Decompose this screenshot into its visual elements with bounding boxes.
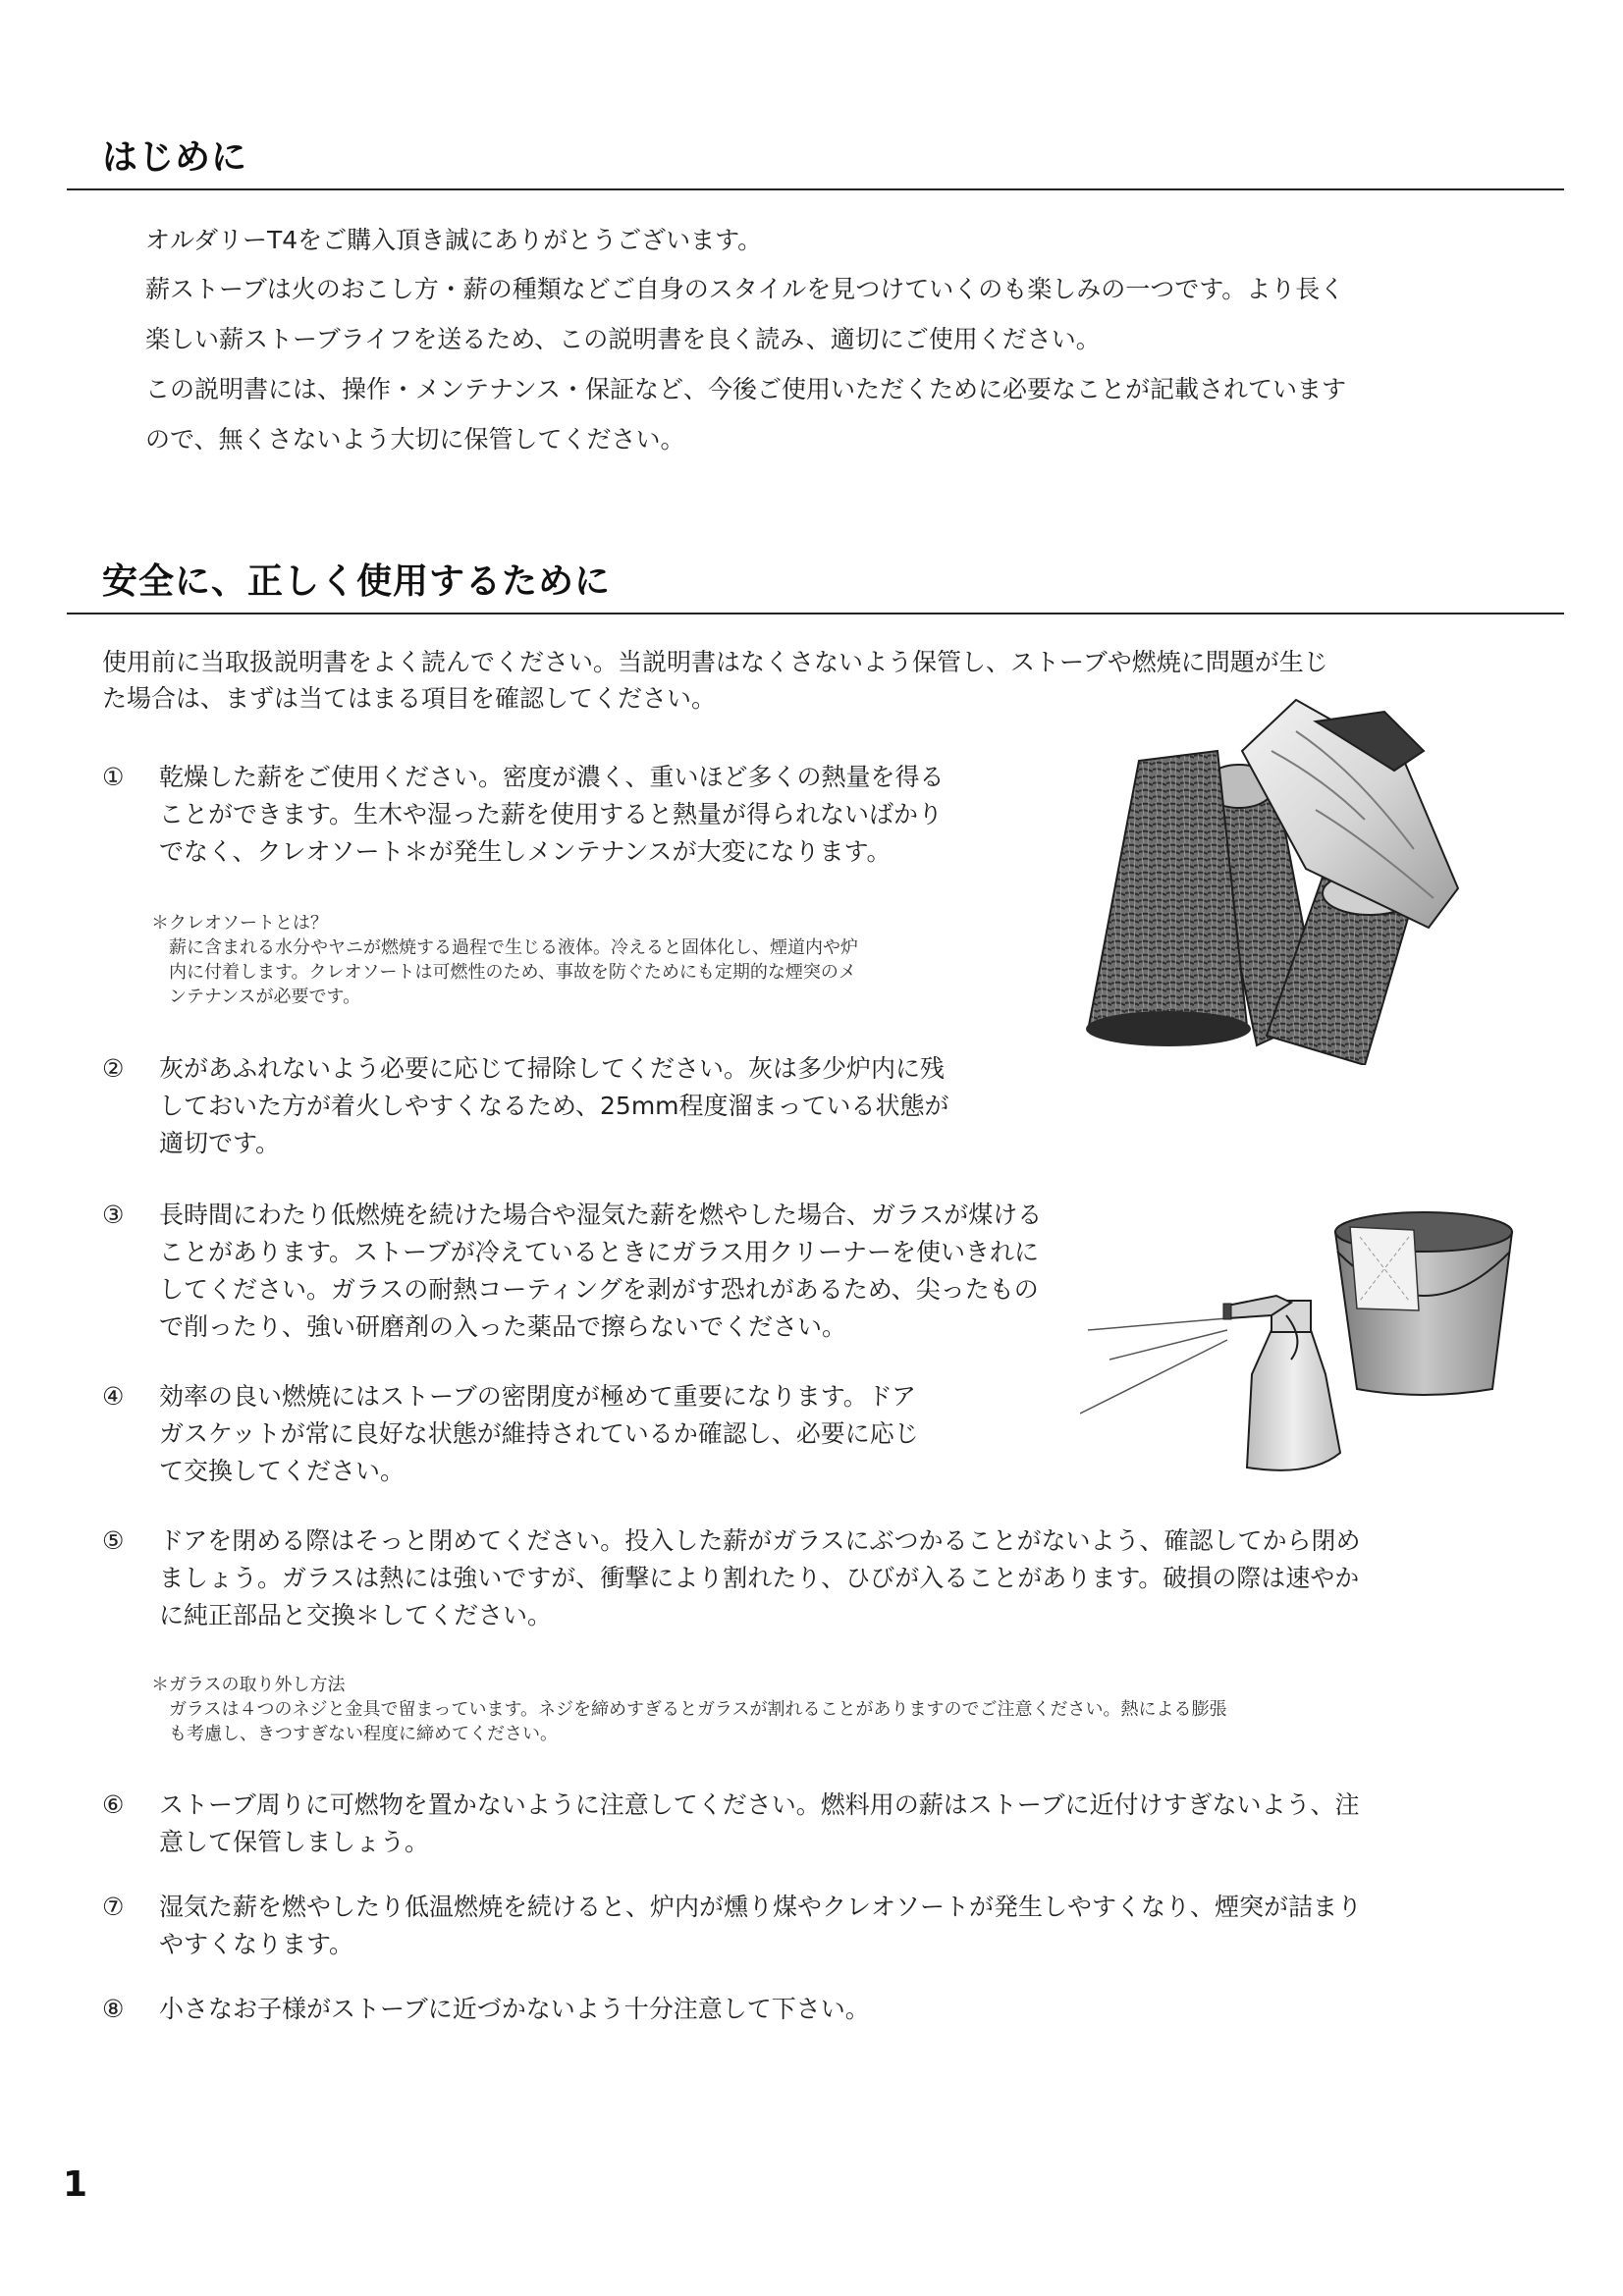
item-2-number: ②	[102, 1054, 125, 1083]
item-2-line-1: 灰があふれないよう必要に応じて掃除してください。灰は多少炉内に残	[159, 1054, 946, 1083]
item-3-line-1: 長時間にわたり低燃焼を続けた場合や湿気た薪を燃やした場合、ガラスが煤ける	[159, 1201, 1043, 1229]
item-3-line-4: で削ったり、強い研磨剤の入った薬品で擦らないでください。	[159, 1312, 847, 1341]
firewood-illustration	[1070, 692, 1502, 1065]
intro-divider	[67, 188, 1564, 190]
item-7-line-1: 湿気た薪を燃やしたり低温燃焼を続けると、炉内が燻り煤やクレオソートが発生しやすくなり、煙突が詰まり	[159, 1893, 1363, 1921]
item-6-line-1: ストーブ周りに可燃物を置かないように注意してください。燃料用の薪はストーブに近付けすぎないよう、注	[159, 1790, 1360, 1819]
note-creosote-line-1: 薪に含まれる水分やヤニが燃焼する過程で生じる液体。冷えると固体化し、煙道内や炉	[169, 937, 858, 958]
item-5-line-1: ドアを閉める際はそっと閉めてください。投入した薪がガラスにぶつかることがないよう、確認してから閉め	[159, 1526, 1361, 1555]
item-6-number: ⑥	[102, 1790, 125, 1819]
cleaning-supplies-illustration	[1080, 1193, 1522, 1487]
item-4-line-3: て交換してください。	[159, 1457, 406, 1485]
note-glass-heading: ＊ガラスの取り外し方法	[151, 1675, 346, 1695]
intro-line-4: この説明書には、操作・メンテナンス・保証など、今後ご使用いただくために必要なことが記載されています	[145, 375, 1347, 403]
item-5-line-3: に純正部品と交換＊してください。	[159, 1601, 553, 1629]
note-creosote-line-3: ンテナンスが必要です。	[169, 987, 361, 1007]
intro-title: はじめに	[102, 137, 248, 178]
item-4-line-2: ガスケットが常に良好な状態が維持されているか確認し、必要に応じ	[159, 1419, 919, 1448]
item-4-number: ④	[102, 1382, 125, 1411]
intro-line-1: オルダリーT4をご購入頂き誠にありがとうございます。	[145, 226, 763, 254]
item-2-line-3: 適切です。	[159, 1129, 281, 1157]
item-1-number: ①	[102, 763, 125, 791]
item-2-line-2: しておいた方が着火しやすくなるため、25mm程度溜まっている状態が	[159, 1092, 949, 1120]
item-7-number: ⑦	[102, 1893, 125, 1921]
item-7-line-2: やすくなります。	[159, 1930, 354, 1958]
safety-lead-1: 使用前に当取扱説明書をよく読んでください。当説明書はなくさないよう保管し、ストーブや燃焼に問題が生じ	[102, 648, 1328, 676]
item-5-line-2: ましょう。ガラスは熱には強いですが、衝撃により割れたり、ひびが入ることがあります。破損の際は速やか	[159, 1564, 1360, 1592]
note-glass-line-2: も考慮し、きつすぎない程度に締めてください。	[169, 1724, 558, 1744]
item-1-line-3: でなく、クレオソート＊が発生しメンテナンスが大変になります。	[159, 837, 892, 866]
item-3-line-3: してください。ガラスの耐熱コーティングを剥がす恐れがあるため、尖ったもの	[159, 1275, 1039, 1304]
item-4-line-1: 効率の良い燃焼にはストーブの密閉度が極めて重要になります。ドア	[159, 1382, 917, 1411]
intro-line-2: 薪ストーブは火のおこし方・薪の種類などご自身のスタイルを見つけていくのも楽しみの一つです。より長く	[145, 275, 1345, 303]
item-3-line-2: ことがあります。ストーブが冷えているときにガラス用クリーナーを使いきれに	[159, 1238, 1040, 1266]
page-number: 1	[63, 2164, 88, 2205]
note-glass-line-1: ガラスは４つのネジと金具で留まっています。ネジを締めすぎるとガラスが割れることがありますのでご注意ください。熱による膨張	[169, 1699, 1227, 1720]
safety-divider	[67, 613, 1564, 614]
item-1-line-2: ことができます。生木や湿った薪を使用すると熱量が得られないばかり	[159, 800, 944, 828]
item-3-number: ③	[102, 1201, 125, 1229]
note-creosote-heading: ＊クレオソートとは？	[151, 913, 328, 934]
note-creosote-line-2: 内に付着します。クレオソートは可燃性のため、事故を防ぐためにも定期的な煙突のメ	[169, 962, 856, 983]
item-1-line-1: 乾燥した薪をご使用ください。密度が濃く、重いほど多くの熱量を得る	[159, 763, 945, 791]
intro-line-3: 楽しい薪ストーブライフを送るため、この説明書を良く読み、適切にご使用ください。	[145, 325, 1101, 353]
safety-title: 安全に、正しく使用するために	[102, 561, 612, 602]
intro-line-5: ので、無くさないよう大切に保管してください。	[145, 425, 685, 454]
item-6-line-2: 意して保管しましょう。	[159, 1828, 430, 1856]
item-8-number: ⑧	[102, 1995, 125, 2023]
item-5-number: ⑤	[102, 1526, 125, 1555]
safety-lead-2: た場合は、まずは当てはまる項目を確認してください。	[102, 684, 717, 713]
item-8-line-1: 小さなお子様がストーブに近づかないよう十分注意して下さい。	[159, 1995, 870, 2023]
